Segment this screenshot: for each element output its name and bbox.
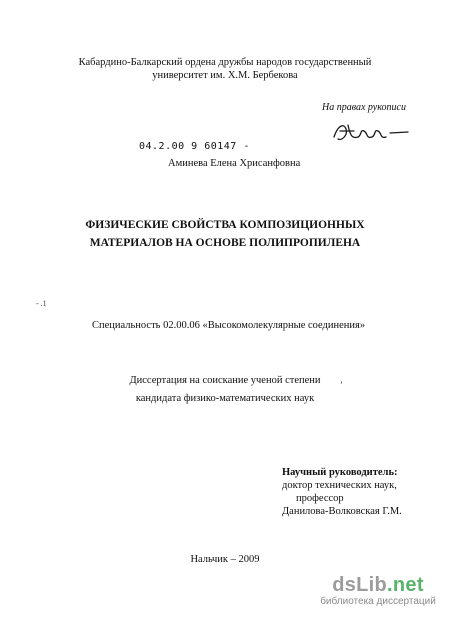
signature-icon — [330, 117, 410, 147]
title-line-2: МАТЕРИАЛОВ НА ОСНОВЕ ПОЛИПРОПИЛЕНА — [89, 237, 361, 249]
watermark-subtitle: библиотека диссертаций — [320, 596, 436, 607]
supervisor-heading: Научный руководитель: — [282, 467, 398, 478]
supervisor-rank: профессор — [296, 493, 344, 504]
archive-code: 04.2.00 9 60147 ‑ — [139, 141, 250, 152]
university-header — [0, 56, 450, 82]
supervisor-degree: доктор технических наук, — [282, 480, 397, 491]
degree-line-1: Диссертация на соискание ученой степени — [129, 375, 321, 386]
watermark-brand — [308, 574, 448, 596]
university-line-1: Кабардино-Балкарский ордена дружбы народов государственный — [78, 57, 372, 68]
dissertation-title — [0, 216, 450, 252]
stray-mark: - .1 — [36, 299, 47, 308]
university-line-2: университет им. Х.М. Бербекова — [152, 70, 298, 81]
title-line-1: ФИЗИЧЕСКИЕ СВОЙСТВА КОМПОЗИЦИОННЫХ — [85, 219, 365, 231]
supervisor-name: Данилова-Волковская Г.М. — [282, 506, 402, 517]
specialty-line: Специальность 02.00.06 «Высокомолекулярные соединения» — [92, 320, 366, 331]
pencil-mark-icon: ʼ — [340, 380, 343, 390]
dissertation-degree — [0, 372, 450, 408]
degree-line-2: кандидата физико-математических наук — [135, 393, 315, 404]
rights-label: На правах рукописи — [322, 102, 406, 113]
supervisor-block — [282, 466, 402, 518]
watermark-logo[interactable] — [308, 574, 448, 608]
watermark-brand-tld: .net — [387, 574, 424, 596]
watermark-brand-main: dsLib — [332, 574, 388, 596]
author-name: Аминева Елена Хрисанфовна — [168, 158, 301, 169]
city-year: Нальчик – 2009 — [190, 554, 260, 565]
